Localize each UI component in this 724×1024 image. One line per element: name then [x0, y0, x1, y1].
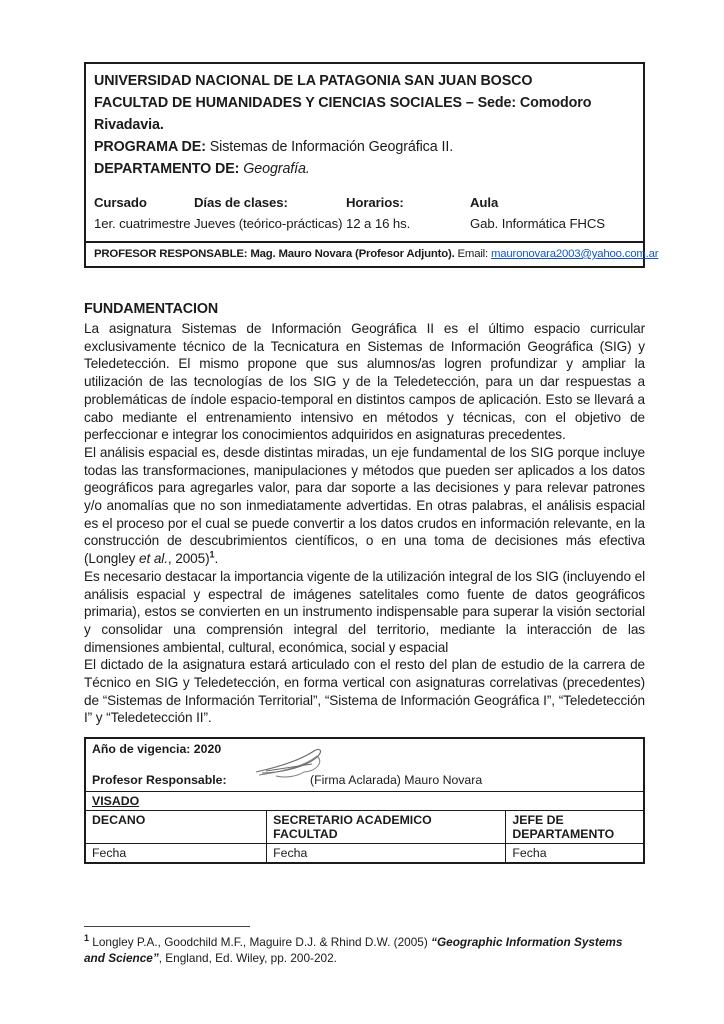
fecha-cell-secretario: Fecha [267, 844, 506, 864]
etal-italic: et al. [139, 551, 168, 567]
footnote-title: “Geographic Information Systems and Science” [84, 935, 623, 965]
professor-label: PROFESOR RESPONSABLE: Mag. Mauro Novara (Profesor Adjunto). [94, 248, 458, 260]
visado-label: VISADO [92, 794, 140, 808]
paragraph-1: La asignatura Sistemas de Información Geográfica II es el último espacio curricular exclusivamente técnico de la Tecnicatura en Sistemas de Información Geográfica (SIG) y Teledetección. El mismo propone que sus alumnos/as logren profundizar y ampliar la utilización de las tecnologías de los SIG y de la Teledetección, para un dar respuestas a problemáticas de índole espacio-temporal en distintos campos de aplicación. Esto se llevará a cabo mediante el entrenamiento intensivo en métodos y técnicas, con el objetivo de perfeccionar e integrar los conocimientos adquiridos en asignaturas precedentes. [84, 321, 645, 443]
table-row [85, 844, 644, 864]
university-name: UNIVERSIDAD NACIONAL DE LA PATAGONIA SAN JUAN BOSCO [94, 73, 533, 89]
footnote-publisher: , England, Ed. Wiley, pp. 200-202. [158, 951, 337, 965]
signature-table [84, 737, 645, 864]
department-value: Geografía. [239, 161, 310, 177]
footnote-ref-marker: 1 [209, 549, 215, 560]
schedule-value-horarios: 12 a 16 hs. [346, 216, 411, 231]
table-row [85, 811, 644, 844]
table-row [85, 792, 644, 811]
paragraph-2-citation-tail: , 2005) [167, 551, 210, 567]
footnote-separator [84, 926, 250, 927]
program-line [94, 136, 635, 158]
footnote-number: 1 [84, 933, 90, 944]
footnote-text [84, 934, 645, 966]
schedule-value-cursado: 1er. cuatrimestre [94, 216, 191, 231]
paragraph-2-text: El análisis espacial es, desde distintas miradas, un eje fundamental de los SIG porque incluye todas las transformaciones, manipulaciones y métodos que pueden ser aplicados a los datos geográficos para agregarles valor, para dar soporte a las decisiones y para relevar patrones y/o anomalías que no son inmediatamente advertidas. En otras palabras, el análisis espacial es el proceso por el cual se puede convertir a los datos crudos en información relevante, en la construcción de descubrimientos científicos, o en una toma de decisiones más efectiva (Longley [84, 444, 645, 567]
visado-cell [85, 792, 644, 811]
schedule-header-aula: Aula [470, 195, 499, 210]
vigencia-label: Año de vigencia: 2020 [92, 742, 222, 756]
email-link[interactable]: mauronovara2003@yahoo.com.ar [490, 248, 659, 260]
schedule-header-cursado: Cursado [94, 195, 147, 210]
fundamentacion-text [84, 320, 645, 727]
professor-row [86, 241, 659, 266]
header-cell-secretario: SECRETARIO ACADEMICO FACULTAD [267, 811, 506, 844]
schedule-grid [94, 192, 635, 234]
schedule-header-dias: Días de clases: [194, 195, 288, 210]
schedule-value-dias: Jueves (teórico-prácticas) [194, 216, 343, 231]
department-label: DEPARTAMENTO DE: [94, 161, 240, 177]
department-line [94, 158, 635, 180]
table-row [85, 738, 644, 792]
responsable-label: Profesor Responsable: [92, 773, 227, 787]
footnote-authors: Longley P.A., Goodchild M.F., Maguire D.J. & Rhind D.W. (2005) [89, 935, 432, 949]
paragraph-2-period: . [214, 551, 219, 567]
vigencia-cell [85, 738, 644, 792]
fecha-cell-decano: Fecha [85, 844, 267, 864]
program-value: Sistemas de Información Geográfica II. [205, 139, 454, 155]
footnote [84, 926, 645, 966]
faculty-line: FACULTAD DE HUMANIDADES Y CIENCIAS SOCIALES – Sede: Comodoro Rivadavia. [94, 95, 592, 133]
paragraph-2 [84, 444, 645, 568]
section-heading-fundamentacion: FUNDAMENTACION [84, 301, 219, 317]
fecha-cell-jefe: Fecha [506, 844, 644, 864]
email-label: Email: [457, 248, 491, 260]
paragraph-4: El dictado de la asignatura estará articulado con el resto del plan de estudio de la carrera de Técnico en SIG y Teledetección, en forma vertical con asignaturas correlativas (precedentes) de “Sistemas de Información Territorial”, “Sistema de Información Geográfica I”, “Teledetección I” y “Teledetección II”. [84, 657, 645, 726]
header-cell-jefe: JEFE DE DEPARTAMENTO [506, 811, 644, 844]
program-label: PROGRAMA DE: [94, 139, 206, 155]
header-box [84, 62, 659, 268]
schedule-value-aula: Gab. Informática FHCS [470, 216, 605, 231]
firma-aclarada: (Firma Aclarada) Mauro Novara [310, 773, 483, 787]
schedule-header-horarios: Horarios: [346, 195, 404, 210]
paragraph-3: Es necesario destacar la importancia vigente de la utilización integral de los SIG (incluyendo el análisis espacial y espectral de imágenes satelitales como fuente de datos geográficos primaria), estos se convierten en un instrumento indispensable para superar la visión sectorial y consolidar una comprensión integral del territorio, mediante la interacción de las dimensiones ambiental, cultural, económica, social y espacial [84, 568, 645, 655]
header-cell-decano: DECANO [85, 811, 267, 844]
